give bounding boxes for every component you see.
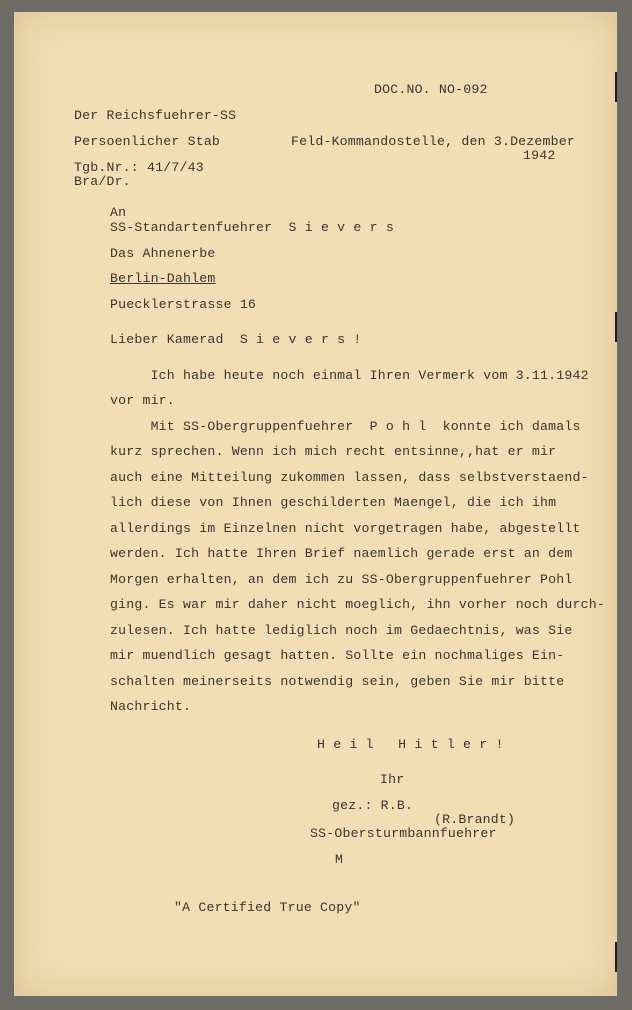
- signatory-rank: SS-Obersturmbannfuehrer: [310, 826, 497, 841]
- body-line: mir muendlich gesagt hatten. Sollte ein nochmaliges Ein-: [110, 648, 565, 663]
- body-line: zulesen. Ich hatte lediglich noch im Gedaechtnis, was Sie: [110, 623, 573, 638]
- body-line: Nachricht.: [110, 699, 192, 714]
- body-line: kurz sprechen. Wenn ich mich recht entsinne,,hat er mir: [110, 444, 557, 459]
- signature-line: gez.: R.B.: [332, 798, 414, 813]
- recipient-line: Puecklerstrasse 16: [110, 297, 257, 312]
- body-line: Ich habe heute noch einmal Ihren Vermerk vom 3.11.1942: [110, 368, 589, 383]
- body-line: lich diese von Ihnen geschilderten Maengel, die ich ihm: [110, 495, 557, 510]
- body-line: ging. Es war mir daher nicht moeglich, ihn vorher noch durch-: [110, 597, 605, 612]
- closing-greeting: H e i l H i t l e r !: [317, 737, 504, 752]
- signatory-name: (R.Brandt): [434, 812, 516, 827]
- sender-line: Der Reichsfuehrer-SS: [74, 108, 237, 123]
- place-date-year: 1942: [523, 148, 556, 163]
- body-line: allerdings im Einzelnen nicht vorgetragen habe, abgestellt: [110, 521, 581, 536]
- page-edge-mark: [615, 312, 617, 342]
- certification-stamp: "A Certified True Copy": [174, 900, 361, 915]
- closing-ihr: Ihr: [380, 772, 405, 787]
- body-line: schalten meinerseits notwendig sein, geben Sie mir bitte: [110, 674, 565, 689]
- place-date-line: Feld-Kommandostelle, den 3.Dezember: [291, 134, 575, 149]
- document-number: DOC.NO. NO-092: [374, 82, 488, 97]
- salutation: Lieber Kamerad S i e v e r s !: [110, 332, 362, 347]
- body-line: Morgen erhalten, an dem ich zu SS-Obergruppenfuehrer Pohl: [110, 572, 573, 587]
- page-edge-mark: [615, 72, 617, 102]
- recipient-line: Das Ahnenerbe: [110, 246, 216, 261]
- sender-line: Persoenlicher Stab: [74, 134, 221, 149]
- body-line: auch eine Mitteilung zukommen lassen, dass selbstverstaend-: [110, 470, 589, 485]
- reference-number: Tgb.Nr.: 41/7/43: [74, 160, 204, 175]
- page-edge-mark: [615, 942, 617, 972]
- recipient-line: An: [110, 205, 127, 220]
- body-line: vor mir.: [110, 393, 175, 408]
- recipient-line: SS-Standartenfuehrer S i e v e r s: [110, 220, 394, 235]
- recipient-city: Berlin-Dahlem: [110, 271, 216, 286]
- typist-initial: M: [335, 852, 344, 867]
- body-line: werden. Ich hatte Ihren Brief naemlich gerade erst an dem: [110, 546, 573, 561]
- document-page: [14, 12, 617, 996]
- body-line: Mit SS-Obergruppenfuehrer P o h l konnte ich damals: [110, 419, 581, 434]
- reference-initials: Bra/Dr.: [74, 174, 131, 189]
